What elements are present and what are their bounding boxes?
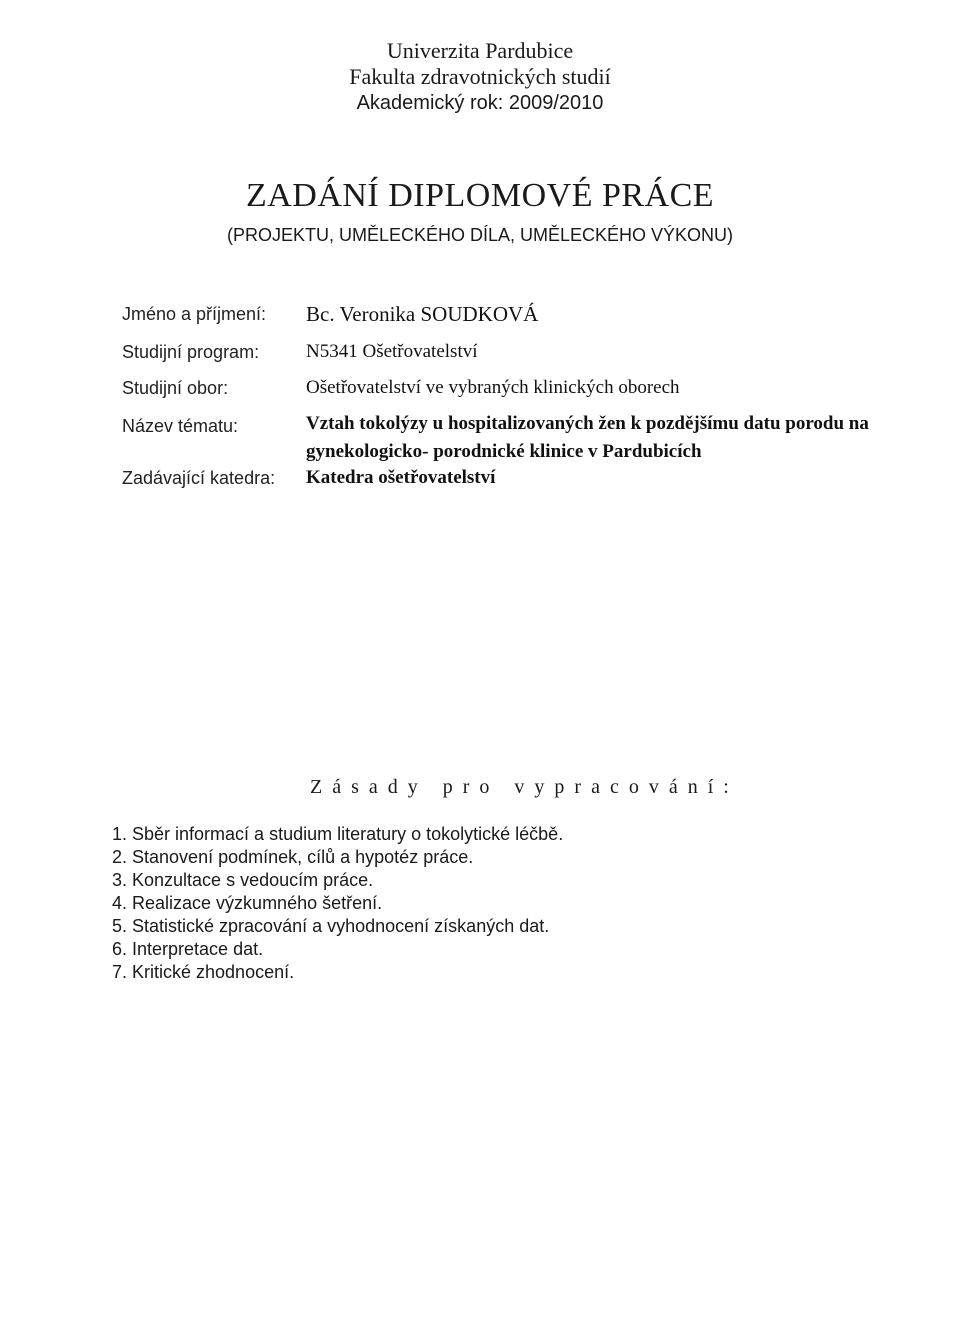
list-item: 3. Konzultace s vedoucím práce. xyxy=(112,870,374,890)
faculty-name: Fakulta zdravotnických studií xyxy=(349,64,611,89)
document-title: ZADÁNÍ DIPLOMOVÉ PRÁCE xyxy=(245,177,715,214)
list-item: 5. Statistické zpracování a vyhodnocení získaných dat. xyxy=(112,916,550,936)
field-label: Zadávající katedra: xyxy=(122,468,276,488)
document-subtitle: (PROJEKTU, UMĚLECKÉHO DÍLA, UMĚLECKÉHO VÝKONU) xyxy=(226,225,734,245)
field-label: Studijní program: xyxy=(122,342,260,362)
list-item: 6. Interpretace dat. xyxy=(112,939,264,959)
field-label: Studijní obor: xyxy=(122,378,229,398)
title-block xyxy=(0,174,960,248)
list-item: 7. Kritické zhodnocení. xyxy=(112,962,295,982)
academic-year: Akademický rok: 2009/2010 xyxy=(356,92,604,114)
list-item: 2. Stanovení podmínek, cílů a hypotéz práce. xyxy=(112,847,474,867)
thesis-topic: Vztah tokolýzy u hospitalizovaných žen k pozdějšímu datu porodu na gynekologicko- porodnické klinice v Pardubicích xyxy=(306,413,869,462)
study-branch: Ošetřovatelství ve vybraných klinických oborech xyxy=(306,377,680,398)
document-header xyxy=(0,38,960,116)
principles-list xyxy=(112,823,872,984)
list-item: 1. Sběr informací a studium literatury o tokolytické léčbě. xyxy=(112,824,564,844)
field-label: Název tématu: xyxy=(122,416,239,436)
list-item: 4. Realizace výzkumného šetření. xyxy=(112,893,383,913)
principles-heading: Zásady pro vypracování: xyxy=(310,776,739,798)
field-label: Jméno a příjmení: xyxy=(122,304,267,324)
university-name: Univerzita Pardubice xyxy=(386,38,574,63)
student-name: Bc. Veronika SOUDKOVÁ xyxy=(306,302,539,326)
department: Katedra ošetřovatelství xyxy=(306,467,496,488)
study-program: N5341 Ošetřovatelství xyxy=(306,341,478,362)
